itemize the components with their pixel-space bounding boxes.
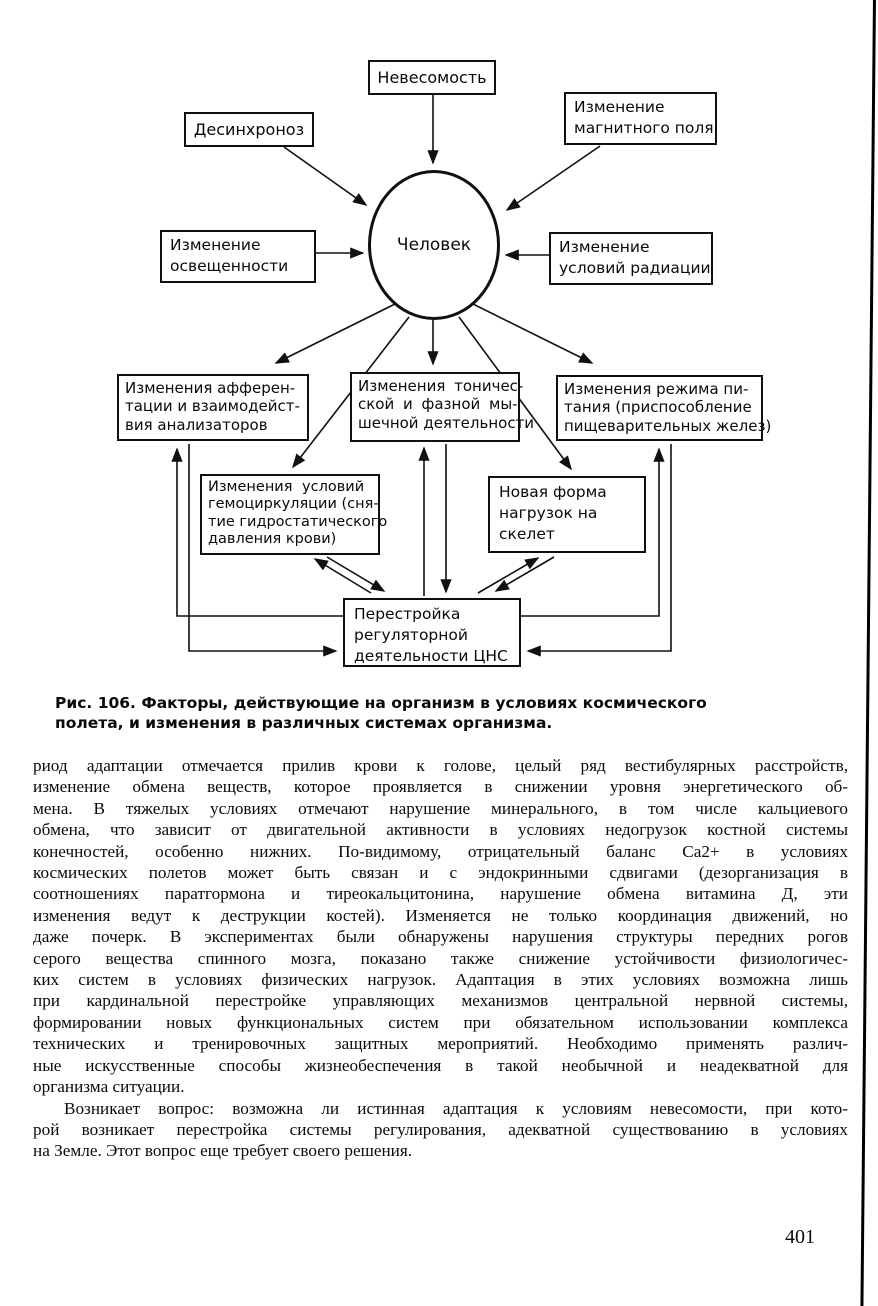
text-line: на Земле. Этот вопрос еще требует своего решения. [33, 1141, 413, 1161]
text-line: технических и тренировочных защитных мероприятий. Необходимо применять различ- [33, 1034, 848, 1054]
node-label-line: нагрузок на [499, 503, 598, 522]
node-label-line: деятельности ЦНС [354, 646, 508, 665]
arrow-tsns-gemotsirkulyatsiya [315, 559, 371, 593]
node-label-line: вия анализаторов [125, 415, 268, 434]
text-line: формировании новых функциональных систем при обязательном использовании комплекса [33, 1012, 848, 1032]
node-label-line: регуляторной [354, 625, 468, 644]
node-label-line: Новая форма [499, 483, 607, 501]
node-label-line: магнитного поля [574, 118, 714, 137]
node-label-line: Изменения афферен- [125, 379, 296, 397]
node-desinkhronoz [184, 112, 314, 147]
node-radiatsiya [549, 232, 713, 285]
arrow-chelovek-afferentatsiya [276, 303, 397, 363]
text-line: при кардинальной перестройке управляющих механизмов центральной нервной системы, [33, 991, 848, 1011]
text-line: серого вещества спинного мозга, показано также снижение устойчивости физиологичес- [33, 948, 848, 968]
node-osveshchennost [160, 230, 316, 283]
node-label-line: освещенности [170, 256, 289, 275]
text-line: ные искусственные способы жизнеобеспечения в такой необычной и неадекватной для [33, 1055, 848, 1075]
arrow-chelovek-pitanie [471, 303, 592, 363]
node-nevesomost [368, 60, 496, 95]
node-label-line: Изменения тоничес- [358, 377, 524, 395]
node-label-line: гемоциркуляции (сня- [208, 496, 379, 513]
figure-caption [55, 694, 715, 734]
arrow-magnit-chelovek [507, 146, 600, 210]
text-line: организма ситуации. [33, 1077, 185, 1097]
node-chelovek [368, 170, 500, 320]
node-tsns [343, 598, 521, 667]
node-label-line: тации и взаимодейст- [125, 397, 300, 416]
node-label-line: давления крови) [208, 531, 337, 548]
arrow-skelet-tsns [496, 557, 554, 591]
node-label-line: Изменения режима пи- [564, 380, 749, 398]
node-label-line: пищеварительных желез) [564, 416, 772, 435]
text-line: Возникает вопрос: возможна ли истинная адаптация к условиям невесомости, при кото- [64, 1098, 848, 1118]
text-line: космических полетов может быть связан и с эндокринными сдвигами (дезорганизация в [33, 863, 848, 883]
arrow-gemotsirkulyatsiya-tsns [327, 557, 384, 591]
text-line: изменение обмена веществ, которое проявляется в снижении уровня энергетического об- [33, 777, 848, 797]
node-label-line: шечной деятельности [358, 413, 535, 432]
node-label-line: тания (приспособление [564, 398, 752, 417]
arrow-tsns-skelet [478, 558, 538, 593]
node-gemotsirkulyatsiya [200, 474, 388, 555]
caption-line: Рис. 106. Факторы, действующие на организм в условиях космического [55, 694, 707, 712]
text-line: соотношениях паратгормона и тиреокальцитонина, нарушение обмена витамина Д, эти [33, 884, 848, 904]
node-label-line: ской и фазной мы- [358, 395, 518, 414]
node-skelet [488, 476, 646, 553]
text-line: риод адаптации отмечается прилив крови к голове, целый ряд вестибулярных расстройств, [33, 756, 848, 775]
node-tonus [350, 372, 535, 442]
arrow-desinkhronoz-chelovek [284, 147, 366, 205]
caption-line: полета, и изменения в различных системах организма. [55, 713, 553, 732]
node-label-line: Изменение [559, 238, 650, 256]
node-magnit [564, 92, 717, 145]
text-line: обмена, что зависит от двигательной активности в условиях недогрузок костной системы [33, 820, 848, 840]
node-label-line: тие гидростатического [208, 513, 388, 530]
text-line: рой возникает перестройка системы регулирования, адекватной существованию в условиях [33, 1119, 848, 1139]
node-afferentatsiya [117, 374, 309, 441]
node-label-line: скелет [499, 524, 555, 543]
paragraph [33, 755, 848, 1098]
body-text [33, 755, 848, 1162]
text-line: изменения ведут к деструкции костей). Изменяется не только координация движений, но [33, 905, 848, 925]
text-line: конечностей, особенно нижних. По-видимому, отрицательный баланс Са2+ в условиях [33, 841, 848, 861]
text-line: ких систем в условиях физических нагрузок. Адаптация в этих условиях возможна лишь [33, 970, 848, 990]
text-line: даже почерк. В экспериментах были обнаружены нарушения структуры передних рогов [33, 927, 848, 947]
node-label-line: Изменение [170, 236, 261, 254]
node-label-line: Изменение [574, 98, 665, 116]
text-line: мена. В тяжелых условиях отмечают нарушение минерального, в том числе кальциевого [33, 798, 848, 818]
node-label: Человек [396, 235, 472, 255]
page-number: 401 [785, 1226, 815, 1248]
node-label-line: условий радиации [559, 258, 711, 277]
node-label: Десинхроноз [193, 119, 305, 139]
paragraph [33, 1098, 848, 1162]
node-label: Невесомость [377, 67, 487, 87]
node-label-line: Изменения условий [208, 479, 365, 495]
node-label-line: Перестройка [354, 605, 461, 623]
node-pitanie [556, 375, 772, 441]
